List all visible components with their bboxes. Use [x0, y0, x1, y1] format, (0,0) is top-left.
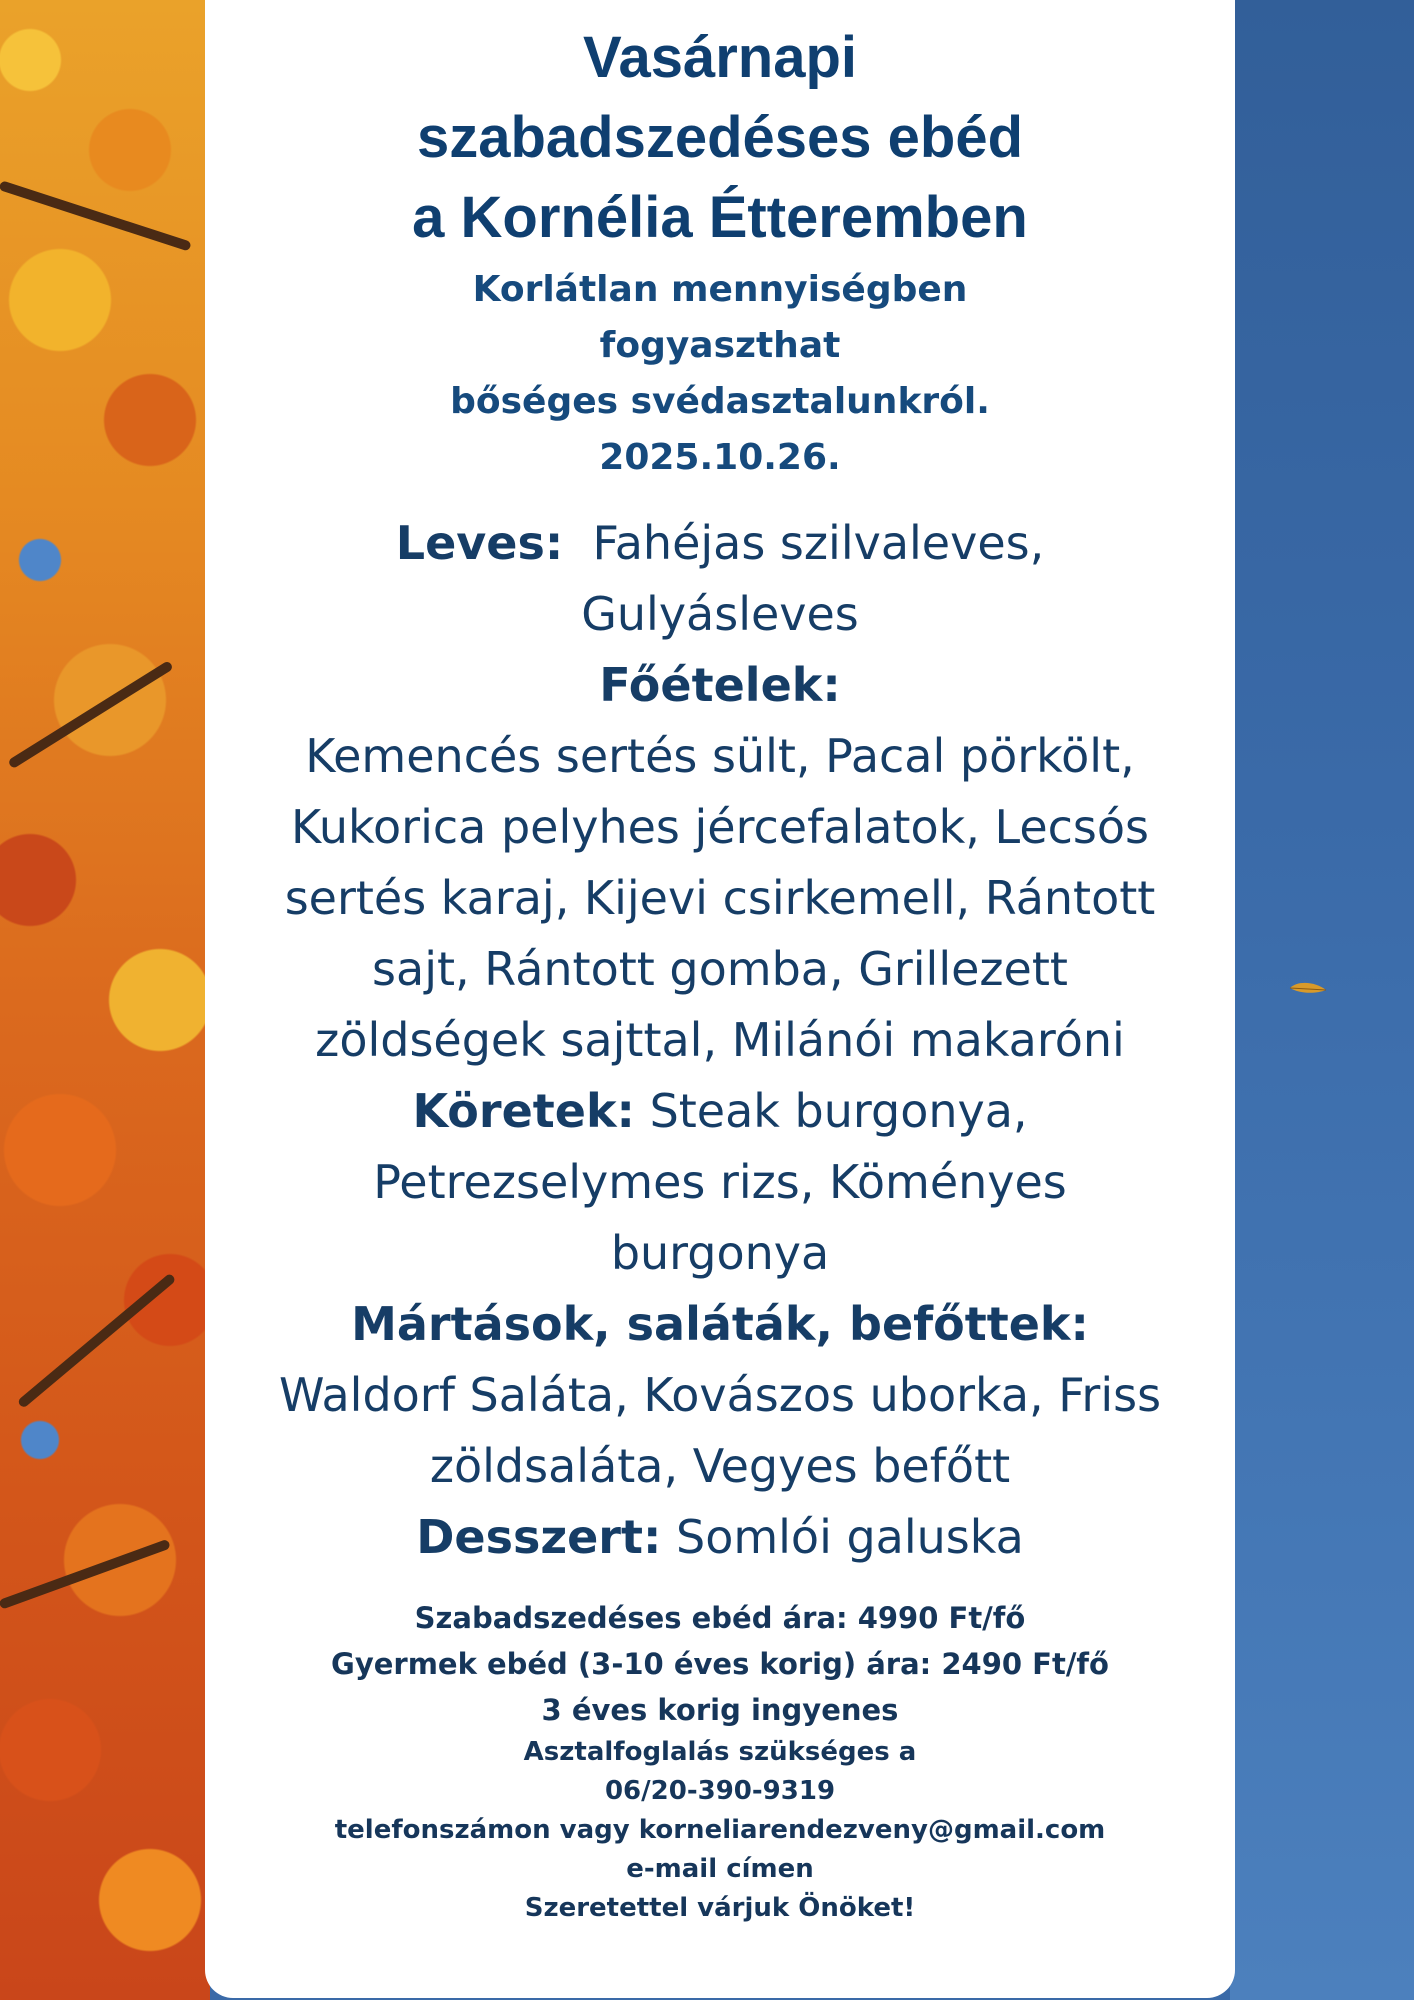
dessert-label: Desszert: — [416, 1510, 662, 1564]
sauces-line: zöldsaláta, Vegyes befőtt — [429, 1439, 1011, 1493]
sides-items: Steak burgonya, — [649, 1084, 1028, 1138]
sauces-label: Mártások, saláták, befőttek: — [351, 1297, 1089, 1351]
closing-text: Szeretettel várjuk Önöket! — [524, 1893, 916, 1923]
sides-line: Petrezselymes rizs, Köményes — [373, 1155, 1067, 1209]
info-block — [205, 1595, 1235, 1928]
booking-text: Asztalfoglalás szükséges a — [523, 1737, 917, 1767]
soup-items: Fahéjas szilvaleves, — [592, 516, 1045, 570]
soup-line — [205, 508, 1235, 579]
price-adult: Szabadszedéses ebéd ára: 4990 Ft/fő — [414, 1601, 1026, 1635]
booking-email: telefonszámon vagy korneliarendezveny@gmail.com — [334, 1815, 1106, 1845]
mains-line: sertés karaj, Kijevi csirkemell, Rántott — [284, 871, 1156, 925]
title-line: a Kornélia Étteremben — [412, 185, 1028, 250]
mains-line: zöldségek sajttal, Milánói makaróni — [315, 1013, 1125, 1067]
mains-line: Kukorica pelyhes jércefalatok, Lecsós — [291, 800, 1149, 854]
price-child: Gyermek ebéd (3-10 éves korig) ára: 2490 Ft/fő — [331, 1647, 1109, 1681]
dessert-items: Somlói galuska — [676, 1510, 1024, 1564]
mains-line: Kemencés sertés sült, Pacal pörkölt, — [305, 729, 1135, 783]
subtitle-line: fogyaszthat — [599, 325, 841, 366]
page-title — [205, 18, 1235, 258]
falling-leaf-icon — [1288, 980, 1328, 996]
menu-card — [205, 0, 1235, 1998]
autumn-leaves-background — [0, 0, 210, 2000]
tree-branch — [7, 660, 173, 769]
tree-branch — [17, 1273, 177, 1409]
event-date: 2025.10.26. — [599, 437, 841, 478]
phone-number: 06/20-390-9319 — [604, 1776, 836, 1806]
title-line: Vasárnapi — [582, 25, 858, 90]
sides-line — [205, 1076, 1235, 1147]
booking-text: e-mail címen — [626, 1854, 814, 1884]
subtitle — [205, 262, 1235, 486]
subtitle-line: bőséges svédasztalunkról. — [450, 381, 990, 422]
blue-sky-background — [1230, 0, 1414, 2000]
mains-line: sajt, Rántott gomba, Grillezett — [372, 942, 1068, 996]
sides-line: burgonya — [610, 1226, 830, 1280]
sauces-line: Waldorf Saláta, Kovászos uborka, Friss — [278, 1368, 1162, 1422]
free-under-3: 3 éves korig ingyenes — [541, 1693, 899, 1727]
menu-list — [205, 508, 1235, 1573]
tree-branch — [0, 1539, 171, 1610]
sides-label: Köretek: — [412, 1084, 635, 1138]
tree-branch — [0, 180, 192, 251]
soup-label: Leves: — [395, 516, 564, 570]
soup-items-cont: Gulyásleves — [581, 587, 859, 641]
dessert-line — [205, 1502, 1235, 1573]
subtitle-line: Korlátlan mennyiségben — [472, 269, 968, 310]
title-line: szabadszedéses ebéd — [416, 105, 1024, 170]
mains-label: Főételek: — [599, 658, 841, 712]
